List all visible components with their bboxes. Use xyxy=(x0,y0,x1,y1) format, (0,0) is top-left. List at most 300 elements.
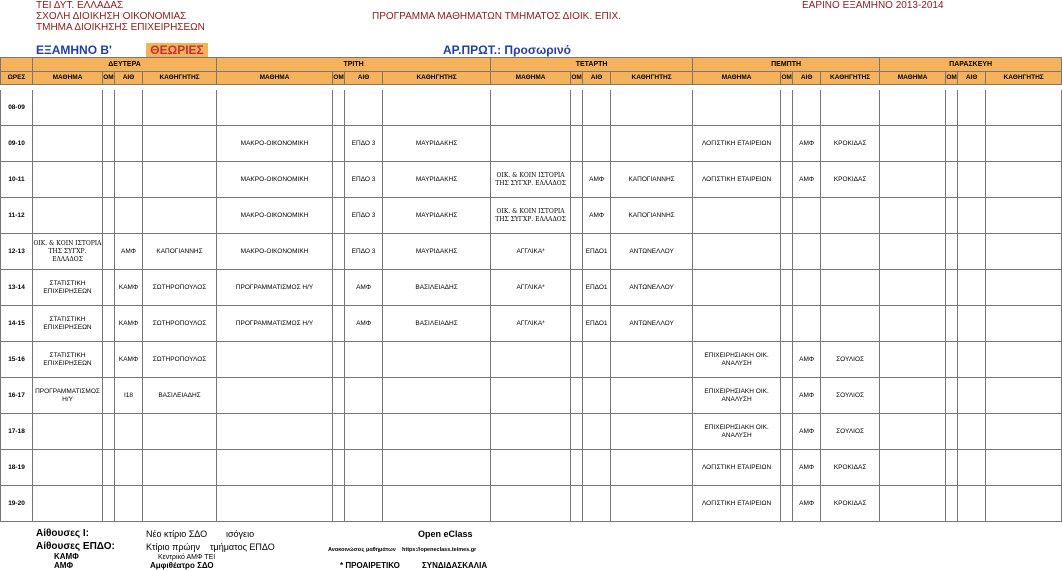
day-5-group-cell xyxy=(946,162,958,198)
day-2-group-cell xyxy=(333,342,345,378)
day-4-course-cell xyxy=(693,306,781,342)
day-3-group-cell xyxy=(571,90,583,126)
day-2-room-cell: ΕΠΔΟ 3 xyxy=(345,198,383,234)
day-5-room-cell xyxy=(958,270,986,306)
day-2-teacher-cell xyxy=(383,342,491,378)
day-4-room-cell xyxy=(793,234,821,270)
day-1-room-cell xyxy=(115,126,143,162)
amf-label: ΑΜΦ xyxy=(54,561,74,570)
day-1-course-cell xyxy=(33,414,103,450)
timeslot-label: 18-19 xyxy=(1,450,33,486)
day-2-room-cell: ΑΜΦ xyxy=(345,270,383,306)
kamf-label: ΚΑΜΦ xyxy=(54,552,79,561)
timeslot-label: 15-16 xyxy=(1,342,33,378)
day-2-group-cell xyxy=(333,450,345,486)
day-2-course-cell: ΜΑΚΡΟ-ΟΙΚΟΝΟΜΙΚΗ xyxy=(217,162,333,198)
day-1-teacher-cell xyxy=(143,198,217,234)
day-1-room-cell xyxy=(115,198,143,234)
course-header: ΜΑΘΗΜΑ xyxy=(880,72,946,85)
day-2-course-cell: ΠΡΟΓΡΑΜΜΑΤΙΣΜΟΣ Η/Υ xyxy=(217,306,333,342)
eclass-url[interactable]: https://openeclass.teimes.gr xyxy=(402,547,477,553)
day-1-room-cell: ΑΜΦ xyxy=(115,234,143,270)
timeslot-label: 13-14 xyxy=(1,270,33,306)
optional-note: * ΠΡΟΑΙΡΕΤΙΚΟ xyxy=(340,561,400,570)
day-4-group-cell xyxy=(781,90,793,126)
day-2-room-cell xyxy=(345,378,383,414)
theory-badge: ΘΕΩΡΙΕΣ xyxy=(146,43,208,58)
day-4-group-cell xyxy=(781,414,793,450)
teacher-header: ΚΑΘΗΓΗΤΗΣ xyxy=(821,72,880,85)
day-1-teacher-cell: ΣΩΤΗΡΟΠΟΥΛΟΣ xyxy=(143,342,217,378)
day-3-teacher-cell xyxy=(611,414,693,450)
day-1-teacher-cell xyxy=(143,414,217,450)
day-5-teacher-cell xyxy=(986,306,1062,342)
day-4-course-cell: ΛΟΓΙΣΤΙΚΗ ΕΤΑΙΡΕΙΩΝ xyxy=(693,126,781,162)
day-3-teacher-cell xyxy=(611,450,693,486)
day-1-room-cell xyxy=(115,450,143,486)
day-4-room-cell: ΑΜΦ xyxy=(793,414,821,450)
day-3-room-cell: ΕΠΔΟ1 xyxy=(583,270,611,306)
day-3-teacher-cell: ΚΑΠΟΓΙΑΝΝΗΣ xyxy=(611,198,693,234)
day-1-group-cell xyxy=(103,414,115,450)
rooms-epdo-label: Αίθουσες ΕΠΔΟ: xyxy=(36,541,115,552)
day-4-room-cell: ΑΜΦ xyxy=(793,126,821,162)
day-5-teacher-cell xyxy=(986,378,1062,414)
day-5-room-cell xyxy=(958,90,986,126)
day-4-teacher-cell xyxy=(821,234,880,270)
day-4-teacher-cell: ΚΡΟΚΙΔΑΣ xyxy=(821,450,880,486)
day-1-teacher-cell xyxy=(143,90,217,126)
day-header: ΔΕΥΤΕΡΑ xyxy=(33,58,217,72)
room-header: ΑΙΘ xyxy=(793,72,821,85)
co-teaching-note: ΣΥΝΔΙΔΑΣΚΑΛΙΑ xyxy=(422,561,488,570)
protocol-number: ΑΡ.ΠΡΩΤ.: Προσωρινό xyxy=(443,43,571,57)
day-5-course-cell xyxy=(880,162,946,198)
day-2-course-cell: ΜΑΚΡΟ-ΟΙΚΟΝΟΜΙΚΗ xyxy=(217,234,333,270)
day-2-group-cell xyxy=(333,90,345,126)
day-3-room-cell xyxy=(583,378,611,414)
day-2-room-cell: ΕΠΔΟ 3 xyxy=(345,234,383,270)
kamf-description: Κεντρικό ΑΜΦ ΤΕΙ xyxy=(158,554,216,561)
group-header: ΟΜ xyxy=(946,72,958,85)
room-header: ΑΙΘ xyxy=(583,72,611,85)
day-3-course-cell: ΑΓΓΛΙΚΑ* xyxy=(491,234,571,270)
day-header: ΤΡΙΤΗ xyxy=(217,58,491,72)
day-5-group-cell xyxy=(946,450,958,486)
group-header: ΟΜ xyxy=(103,72,115,85)
day-3-course-cell: ΟΙΚ. & ΚΟΙΝ ΙΣΤΟΡΙΑ ΤΗΣ ΣΥΓΧΡ. ΕΛΛΑΔΟΣ xyxy=(491,162,571,198)
day-3-teacher-cell xyxy=(611,90,693,126)
day-4-room-cell: ΑΜΦ xyxy=(793,342,821,378)
day-4-group-cell xyxy=(781,270,793,306)
day-5-group-cell xyxy=(946,198,958,234)
timeslot-label: 19-20 xyxy=(1,486,33,522)
course-header: ΜΑΘΗΜΑ xyxy=(33,72,103,85)
day-4-teacher-cell: ΚΡΟΚΙΔΑΣ xyxy=(821,162,880,198)
timeslot-row xyxy=(1,378,1062,414)
day-2-group-cell xyxy=(333,414,345,450)
day-1-course-cell xyxy=(33,126,103,162)
school-name: ΣΧΟΛΗ ΔΙΟΙΚΗΣΗ ΟΙΚΟΝΟΜΙΑΣ xyxy=(36,11,187,22)
day-3-room-cell: ΕΠΔΟ1 xyxy=(583,234,611,270)
day-2-room-cell xyxy=(345,450,383,486)
institution-name: ΤΕΙ ΔΥΤ. ΕΛΛΑΔΑΣ xyxy=(36,0,124,11)
day-4-teacher-cell xyxy=(821,270,880,306)
day-2-group-cell xyxy=(333,234,345,270)
day-4-course-cell xyxy=(693,234,781,270)
day-3-group-cell xyxy=(571,234,583,270)
announcements-label: Ανακοινώσεις μαθημάτων xyxy=(328,547,396,553)
timeslot-label: 14-15 xyxy=(1,306,33,342)
day-4-teacher-cell: ΚΡΟΚΙΔΑΣ xyxy=(821,486,880,522)
day-2-teacher-cell: ΜΑΥΡΙΔΑΚΗΣ xyxy=(383,162,491,198)
day-2-course-cell xyxy=(217,414,333,450)
semester-label: ΕΞΑΜΗΝΟ Β' xyxy=(36,43,112,57)
day-3-group-cell xyxy=(571,414,583,450)
day-4-group-cell xyxy=(781,378,793,414)
timeslot-row xyxy=(1,234,1062,270)
group-header: ΟΜ xyxy=(333,72,345,85)
day-2-group-cell xyxy=(333,270,345,306)
day-5-room-cell xyxy=(958,378,986,414)
timeslot-row xyxy=(1,486,1062,522)
day-5-course-cell xyxy=(880,126,946,162)
day-4-course-cell xyxy=(693,198,781,234)
day-4-course-cell: ΕΠΙΧΕΙΡΗΣΙΑΚΗ ΟΙΚ. ΑΝΑΛΥΣΗ xyxy=(693,414,781,450)
day-2-room-cell xyxy=(345,486,383,522)
timeslot-label: 10-11 xyxy=(1,162,33,198)
day-1-teacher-cell: ΣΩΤΗΡΟΠΟΥΛΟΣ xyxy=(143,270,217,306)
day-1-teacher-cell xyxy=(143,450,217,486)
day-4-room-cell xyxy=(793,90,821,126)
day-2-teacher-cell xyxy=(383,90,491,126)
timeslot-label: 17-18 xyxy=(1,414,33,450)
day-2-room-cell xyxy=(345,90,383,126)
day-3-teacher-cell: ΑΝΤΩΝΕΛΛΟΥ xyxy=(611,306,693,342)
day-2-room-cell xyxy=(345,414,383,450)
program-title: ΠΡΟΓΡΑΜΜΑ ΜΑΘΗΜΑΤΩΝ ΤΜΗΜΑΤΟΣ ΔΙΟΙΚ. ΕΠΙΧ. xyxy=(372,11,621,22)
day-2-teacher-cell xyxy=(383,378,491,414)
day-3-course-cell: ΑΓΓΛΙΚΑ* xyxy=(491,306,571,342)
timeslot-row xyxy=(1,450,1062,486)
day-4-teacher-cell xyxy=(821,90,880,126)
day-4-teacher-cell xyxy=(821,198,880,234)
day-4-room-cell: ΑΜΦ xyxy=(793,450,821,486)
day-3-group-cell xyxy=(571,126,583,162)
teacher-header: ΚΑΘΗΓΗΤΗΣ xyxy=(383,72,491,85)
day-5-room-cell xyxy=(958,198,986,234)
day-5-course-cell xyxy=(880,378,946,414)
day-header: ΤΕΤΑΡΤΗ xyxy=(491,58,693,72)
day-5-course-cell xyxy=(880,450,946,486)
day-1-course-cell: ΣΤΑΤΙΣΤΙΚΗ ΕΠΙΧΕΙΡΗΣΕΩΝ xyxy=(33,342,103,378)
timetable-grid xyxy=(0,57,1062,522)
day-4-room-cell xyxy=(793,270,821,306)
amf-description: Αμφιθέατρο ΣΔΟ xyxy=(150,561,214,570)
day-2-group-cell xyxy=(333,486,345,522)
day-3-course-cell xyxy=(491,486,571,522)
day-5-room-cell xyxy=(958,486,986,522)
day-4-course-cell: ΛΟΓΙΣΤΙΚΗ ΕΤΑΙΡΕΙΩΝ xyxy=(693,486,781,522)
day-1-teacher-cell: ΒΑΣΙΛΕΙΑΔΗΣ xyxy=(143,378,217,414)
day-1-group-cell xyxy=(103,342,115,378)
room-header: ΑΙΘ xyxy=(345,72,383,85)
day-3-room-cell: ΑΜΦ xyxy=(583,162,611,198)
day-2-teacher-cell: ΜΑΥΡΙΔΑΚΗΣ xyxy=(383,234,491,270)
day-3-group-cell xyxy=(571,342,583,378)
day-1-group-cell xyxy=(103,378,115,414)
day-2-group-cell xyxy=(333,306,345,342)
day-2-group-cell xyxy=(333,378,345,414)
day-3-room-cell xyxy=(583,414,611,450)
day-1-teacher-cell: ΚΑΠΟΓΙΑΝΝΗΣ xyxy=(143,234,217,270)
timeslot-row xyxy=(1,90,1062,126)
day-5-group-cell xyxy=(946,378,958,414)
day-2-teacher-cell xyxy=(383,486,491,522)
day-2-course-cell: ΜΑΚΡΟ-ΟΙΚΟΝΟΜΙΚΗ xyxy=(217,198,333,234)
day-5-room-cell xyxy=(958,234,986,270)
corner-cell xyxy=(1,58,33,72)
day-3-course-cell xyxy=(491,414,571,450)
day-5-room-cell xyxy=(958,342,986,378)
day-5-group-cell xyxy=(946,126,958,162)
day-5-teacher-cell xyxy=(986,486,1062,522)
day-1-course-cell xyxy=(33,162,103,198)
day-1-room-cell: Ι18 xyxy=(115,378,143,414)
room-header: ΑΙΘ xyxy=(958,72,986,85)
day-5-course-cell xyxy=(880,198,946,234)
day-2-course-cell xyxy=(217,342,333,378)
day-1-room-cell xyxy=(115,162,143,198)
day-4-room-cell xyxy=(793,198,821,234)
day-1-course-cell xyxy=(33,198,103,234)
day-header: ΠΕΜΠΤΗ xyxy=(693,58,880,72)
teacher-header: ΚΑΘΗΓΗΤΗΣ xyxy=(986,72,1062,85)
timeslot-label: 11-12 xyxy=(1,198,33,234)
day-3-teacher-cell xyxy=(611,342,693,378)
day-4-group-cell xyxy=(781,162,793,198)
day-5-group-cell xyxy=(946,234,958,270)
timeslot-row xyxy=(1,306,1062,342)
day-1-teacher-cell xyxy=(143,486,217,522)
day-3-group-cell xyxy=(571,306,583,342)
day-5-room-cell xyxy=(958,414,986,450)
timeslot-row xyxy=(1,162,1062,198)
group-header: ΟΜ xyxy=(781,72,793,85)
timeslot-row xyxy=(1,198,1062,234)
day-5-teacher-cell xyxy=(986,198,1062,234)
day-2-room-cell xyxy=(345,342,383,378)
course-header: ΜΑΘΗΜΑ xyxy=(217,72,333,85)
day-1-course-cell: ΟΙΚ. & ΚΟΙΝ ΙΣΤΟΡΙΑ ΤΗΣ ΣΥΓΧΡ. ΕΛΛΑΔΟΣ xyxy=(33,234,103,270)
day-4-course-cell: ΛΟΓΙΣΤΙΚΗ ΕΤΑΙΡΕΙΩΝ xyxy=(693,162,781,198)
day-1-group-cell xyxy=(103,306,115,342)
day-4-course-cell xyxy=(693,270,781,306)
day-2-teacher-cell: ΜΑΥΡΙΔΑΚΗΣ xyxy=(383,198,491,234)
rooms-i-floor: ισόγειο xyxy=(226,529,255,539)
day-3-room-cell xyxy=(583,486,611,522)
day-1-group-cell xyxy=(103,162,115,198)
day-2-course-cell: ΠΡΟΓΡΑΜΜΑΤΙΣΜΟΣ Η/Υ xyxy=(217,270,333,306)
timeslot-label: 12-13 xyxy=(1,234,33,270)
day-5-group-cell xyxy=(946,306,958,342)
day-4-room-cell: ΑΜΦ xyxy=(793,486,821,522)
day-5-teacher-cell xyxy=(986,90,1062,126)
day-1-teacher-cell xyxy=(143,126,217,162)
day-4-course-cell: ΕΠΙΧΕΙΡΗΣΙΑΚΗ ΟΙΚ. ΑΝΑΛΥΣΗ xyxy=(693,378,781,414)
teacher-header: ΚΑΘΗΓΗΤΗΣ xyxy=(143,72,217,85)
rooms-epdo-building: Κτίριο πρώην xyxy=(146,542,201,552)
day-1-group-cell xyxy=(103,270,115,306)
teacher-header: ΚΑΘΗΓΗΤΗΣ xyxy=(611,72,693,85)
day-3-course-cell xyxy=(491,342,571,378)
day-2-room-cell: ΑΜΦ xyxy=(345,306,383,342)
day-1-room-cell xyxy=(115,486,143,522)
day-4-group-cell xyxy=(781,486,793,522)
course-header: ΜΑΘΗΜΑ xyxy=(693,72,781,85)
day-5-teacher-cell xyxy=(986,234,1062,270)
day-1-course-cell xyxy=(33,90,103,126)
day-3-course-cell xyxy=(491,126,571,162)
day-2-group-cell xyxy=(333,126,345,162)
day-1-room-cell: ΚΑΜΦ xyxy=(115,306,143,342)
day-4-course-cell: ΛΟΓΙΣΤΙΚΗ ΕΤΑΙΡΕΙΩΝ xyxy=(693,450,781,486)
day-5-course-cell xyxy=(880,342,946,378)
day-1-course-cell: ΣΤΑΤΙΣΤΙΚΗ ΕΠΙΧΕΙΡΗΣΕΩΝ xyxy=(33,270,103,306)
day-4-teacher-cell: ΣΟΥΛΙΟΣ xyxy=(821,414,880,450)
day-4-course-cell xyxy=(693,90,781,126)
day-3-room-cell: ΑΜΦ xyxy=(583,198,611,234)
day-4-group-cell xyxy=(781,198,793,234)
day-1-teacher-cell xyxy=(143,162,217,198)
day-2-course-cell xyxy=(217,90,333,126)
day-1-group-cell xyxy=(103,198,115,234)
day-5-teacher-cell xyxy=(986,414,1062,450)
day-4-group-cell xyxy=(781,342,793,378)
day-3-course-cell xyxy=(491,450,571,486)
day-5-teacher-cell xyxy=(986,342,1062,378)
day-5-teacher-cell xyxy=(986,126,1062,162)
hours-header: ΩΡΕΣ xyxy=(1,72,33,85)
course-header: ΜΑΘΗΜΑ xyxy=(491,72,571,85)
timeslot-row xyxy=(1,270,1062,306)
timeslot-label: 16-17 xyxy=(1,378,33,414)
day-3-group-cell xyxy=(571,486,583,522)
day-3-room-cell xyxy=(583,126,611,162)
day-5-room-cell xyxy=(958,306,986,342)
day-3-teacher-cell: ΑΝΤΩΝΕΛΛΟΥ xyxy=(611,270,693,306)
open-eclass-label: Open eClass xyxy=(418,529,473,539)
day-2-course-cell xyxy=(217,450,333,486)
day-4-teacher-cell: ΚΡΟΚΙΔΑΣ xyxy=(821,126,880,162)
day-5-group-cell xyxy=(946,90,958,126)
day-2-teacher-cell: ΜΑΥΡΙΔΑΚΗΣ xyxy=(383,126,491,162)
day-5-course-cell xyxy=(880,306,946,342)
day-1-room-cell: ΚΑΜΦ xyxy=(115,270,143,306)
day-3-room-cell xyxy=(583,90,611,126)
sheet-title-bar xyxy=(0,42,960,57)
room-header: ΑΙΘ xyxy=(115,72,143,85)
day-4-group-cell xyxy=(781,306,793,342)
day-4-group-cell xyxy=(781,450,793,486)
day-2-teacher-cell xyxy=(383,414,491,450)
day-1-course-cell: ΠΡΟΓΡΑΜΜΑΤΙΣΜΟΣ Η/Υ xyxy=(33,378,103,414)
day-1-room-cell: ΚΑΜΦ xyxy=(115,342,143,378)
day-3-room-cell: ΕΠΔΟ1 xyxy=(583,306,611,342)
department-name: ΤΜΗΜΑ ΔΙΟΙΚΗΣΗΣ ΕΠΙΧΕΙΡΗΣΕΩΝ xyxy=(36,22,205,33)
day-2-teacher-cell xyxy=(383,450,491,486)
rooms-epdo-dept: τμήματος ΕΠΔΟ xyxy=(210,542,275,552)
day-3-teacher-cell xyxy=(611,126,693,162)
timeslot-row xyxy=(1,414,1062,450)
day-1-group-cell xyxy=(103,450,115,486)
day-4-course-cell: ΕΠΙΧΕΙΡΗΣΙΑΚΗ ΟΙΚ. ΑΝΑΛΥΣΗ xyxy=(693,342,781,378)
timeslot-row xyxy=(1,342,1062,378)
day-4-room-cell xyxy=(793,306,821,342)
day-3-group-cell xyxy=(571,450,583,486)
day-2-group-cell xyxy=(333,198,345,234)
day-3-group-cell xyxy=(571,162,583,198)
day-4-teacher-cell xyxy=(821,306,880,342)
rooms-i-label: Αίθουσες Ι: xyxy=(36,528,90,539)
day-2-course-cell: ΜΑΚΡΟ-ΟΙΚΟΝΟΜΙΚΗ xyxy=(217,126,333,162)
timeslot-label: 08-09 xyxy=(1,90,33,126)
day-5-room-cell xyxy=(958,450,986,486)
day-3-course-cell: ΟΙΚ. & ΚΟΙΝ ΙΣΤΟΡΙΑ ΤΗΣ ΣΥΓΧΡ. ΕΛΛΑΔΟΣ xyxy=(491,198,571,234)
day-5-teacher-cell xyxy=(986,162,1062,198)
day-1-course-cell xyxy=(33,486,103,522)
day-3-teacher-cell xyxy=(611,378,693,414)
day-5-course-cell xyxy=(880,486,946,522)
day-5-course-cell xyxy=(880,234,946,270)
timeslot-label: 09-10 xyxy=(1,126,33,162)
day-3-group-cell xyxy=(571,378,583,414)
day-4-teacher-cell: ΣΟΥΛΙΟΣ xyxy=(821,378,880,414)
day-5-course-cell xyxy=(880,414,946,450)
day-3-group-cell xyxy=(571,198,583,234)
day-3-course-cell: ΑΓΓΛΙΚΑ* xyxy=(491,270,571,306)
day-2-course-cell xyxy=(217,486,333,522)
day-5-group-cell xyxy=(946,486,958,522)
day-2-group-cell xyxy=(333,162,345,198)
day-1-group-cell xyxy=(103,90,115,126)
rooms-i-building: Νέο κτίριο ΣΔΟ xyxy=(146,529,208,539)
day-5-group-cell xyxy=(946,270,958,306)
day-1-teacher-cell: ΣΩΤΗΡΟΠΟΥΛΟΣ xyxy=(143,306,217,342)
timeslot-row xyxy=(1,126,1062,162)
day-4-room-cell: ΑΜΦ xyxy=(793,162,821,198)
day-5-group-cell xyxy=(946,342,958,378)
day-1-group-cell xyxy=(103,126,115,162)
group-header: ΟΜ xyxy=(571,72,583,85)
semester-period: ΕΑΡΙΝΟ ΕΞΑΜΗΝΟ 2013-2014 xyxy=(802,0,944,11)
day-5-teacher-cell xyxy=(986,270,1062,306)
day-1-group-cell xyxy=(103,486,115,522)
day-1-course-cell: ΣΤΑΤΙΣΤΙΚΗ ΕΠΙΧΕΙΡΗΣΕΩΝ xyxy=(33,306,103,342)
day-5-course-cell xyxy=(880,90,946,126)
day-5-room-cell xyxy=(958,162,986,198)
day-5-room-cell xyxy=(958,126,986,162)
day-4-group-cell xyxy=(781,126,793,162)
day-3-room-cell xyxy=(583,450,611,486)
day-5-group-cell xyxy=(946,414,958,450)
day-2-teacher-cell: ΒΑΣΙΛΕΙΑΔΗΣ xyxy=(383,270,491,306)
day-3-teacher-cell: ΑΝΤΩΝΕΛΛΟΥ xyxy=(611,234,693,270)
day-1-group-cell xyxy=(103,234,115,270)
day-3-room-cell xyxy=(583,342,611,378)
day-1-room-cell xyxy=(115,90,143,126)
day-3-course-cell xyxy=(491,90,571,126)
